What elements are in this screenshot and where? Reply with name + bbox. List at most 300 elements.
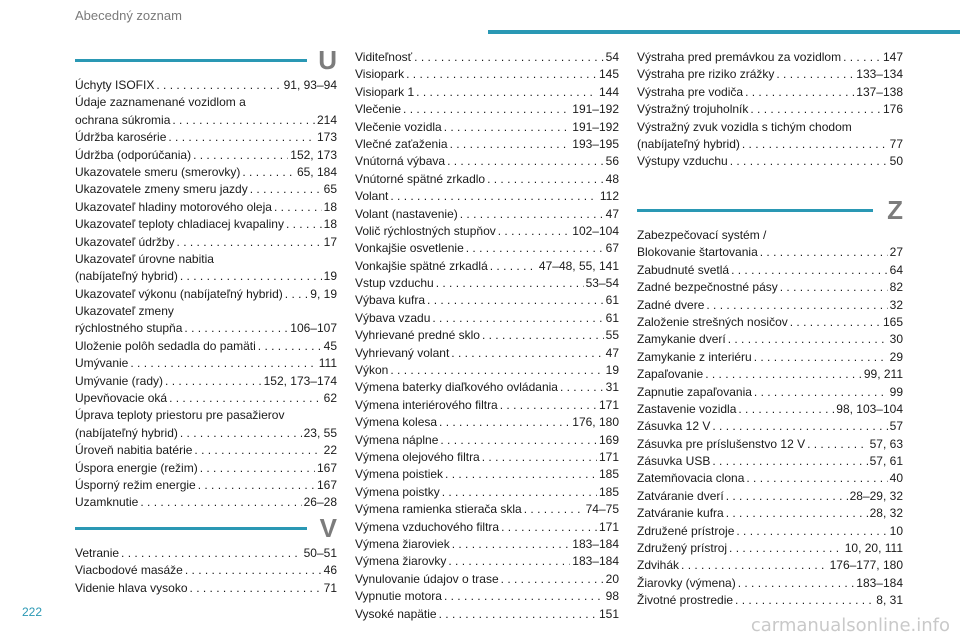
index-entry-term: Umývanie (rady) (75, 373, 164, 388)
index-entry (637, 49, 903, 66)
index-entry (355, 119, 619, 136)
index-entry-pages: 62 (323, 391, 337, 406)
index-entry-term: Vyhrievané predné sklo (355, 328, 480, 343)
dot-leader (726, 488, 848, 505)
index-entry-term: Zapaľovanie (637, 367, 704, 382)
index-entry-pages: 98 (605, 589, 619, 604)
index-entry-pages: 8, 31 (876, 593, 903, 608)
index-entry-pages: 185 (598, 467, 619, 482)
index-entry-term: Visiopark (355, 67, 405, 82)
index-entry-term: Videnie hlava vysoko (75, 580, 188, 595)
dot-leader (440, 432, 597, 449)
dot-leader (184, 320, 288, 337)
index-entry-pages: 183–184 (856, 575, 903, 590)
index-entry-pages: 30 (889, 332, 903, 347)
dot-leader (416, 84, 597, 101)
index-entry (355, 536, 619, 553)
index-entry (75, 580, 337, 597)
index-entry-term: Zastavenie vozidla (637, 401, 737, 416)
index-entry-term: Blokovanie štartovania (637, 245, 758, 260)
index-entry-pages: 193–195 (572, 136, 619, 151)
dot-leader (498, 223, 571, 240)
index-entry-term: (nabíjateľný hybrid) (75, 425, 178, 440)
section-heading (75, 45, 337, 75)
index-entry-term: Vstup vzduchu (355, 276, 434, 291)
dot-leader (286, 216, 322, 233)
index-entry (355, 171, 619, 188)
index-entry (355, 188, 619, 205)
dot-leader (487, 171, 604, 188)
index-entry-pages: 18 (323, 199, 337, 214)
index-entry (75, 460, 337, 477)
dot-leader (444, 119, 571, 136)
index-entry (637, 262, 903, 279)
index-entry (75, 77, 337, 94)
index-entry-term: Výstražný trojuholník (637, 102, 749, 117)
index-entry-term: Výmena poistky (355, 484, 440, 499)
dot-leader (414, 49, 603, 66)
index-entry (637, 470, 903, 487)
index-entry (75, 545, 337, 562)
index-entry (355, 153, 619, 170)
index-entry-term: Vysoké napätie (355, 606, 437, 621)
index-entry (75, 234, 337, 251)
index-entry-term: Ukazovateľ údržby (75, 234, 175, 249)
index-entry-pages: 71 (323, 580, 337, 595)
index-entry-term: Úspora energie (režim) (75, 460, 198, 475)
index-entry (75, 390, 337, 407)
dot-leader (452, 536, 571, 553)
index-entry-pages: 45 (323, 338, 337, 353)
index-entry-term: Upevňovacie oká (75, 391, 168, 406)
index-entry-term: Založenie strešných nosičov (637, 314, 788, 329)
index-entry (637, 436, 903, 453)
index-entry-term: Výmena olejového filtra (355, 449, 480, 464)
index-entry-pages: 74–75 (585, 502, 619, 517)
index-entry-term: Zásuvka 12 V (637, 419, 711, 434)
dot-leader (490, 258, 537, 275)
index-entry (355, 379, 619, 396)
index-entry-pages: 151 (598, 606, 619, 621)
index-entry (637, 366, 903, 383)
index-entry-pages: 152, 173–174 (263, 373, 337, 388)
dot-leader (198, 477, 315, 494)
section-divider (637, 209, 873, 212)
dot-leader (177, 234, 322, 251)
index-entry-pages: 47 (605, 345, 619, 360)
index-entry (355, 414, 619, 431)
index-entry (355, 240, 619, 257)
index-entry (355, 223, 619, 240)
index-entry (637, 153, 903, 170)
index-entry-term: Visiopark 1 (355, 84, 415, 99)
index-entry-term: Vlečenie (355, 102, 402, 117)
index-entry (637, 331, 903, 348)
index-entry-list (637, 227, 903, 610)
index-entry (637, 453, 903, 470)
index-entry-pages: 61 (605, 293, 619, 308)
index-entry-term: Vlečenie vozidla (355, 119, 442, 134)
index-entry-pages: 48 (605, 171, 619, 186)
index-entry-pages: 191–192 (572, 119, 619, 134)
dot-leader (185, 562, 322, 579)
section-heading (637, 195, 903, 225)
dot-leader (482, 327, 604, 344)
index-entry (637, 66, 903, 83)
dot-leader (754, 384, 888, 401)
dot-leader (736, 523, 887, 540)
index-entry-term: Ukazovateľ výkonu (nabíjateľný hybrid) (75, 286, 283, 301)
index-entry-term: Výmena náplne (355, 432, 439, 447)
index-entry-term: Volič rýchlostných stupňov (355, 223, 496, 238)
index-entry-term: Výstupy vzduchu (637, 154, 728, 169)
dot-leader (172, 112, 315, 129)
index-entry-term: Výmena žiaroviek (355, 536, 450, 551)
index-entry-pages: 67 (605, 241, 619, 256)
index-entry-term: Zabudnuté svetlá (637, 262, 730, 277)
index-entry-pages: 171 (598, 449, 619, 464)
index-entry-term: Zásuvka USB (637, 454, 711, 469)
index-entry (637, 592, 903, 609)
dot-leader (482, 449, 597, 466)
index-entry-term: Žiarovky (výmena) (637, 575, 736, 590)
index-entry (355, 501, 619, 518)
dot-leader (712, 418, 887, 435)
index-entry-continuation: Údaje zaznamenané vozidlom a (75, 95, 246, 110)
dot-leader (726, 505, 868, 522)
section-divider (75, 527, 307, 530)
index-entry-pages: 99 (889, 384, 903, 399)
index-entry-term: Výmena poistiek (355, 467, 444, 482)
index-entry (355, 258, 619, 275)
index-entry (355, 101, 619, 118)
index-entry-list (355, 49, 619, 623)
index-entry (355, 206, 619, 223)
index-entry (637, 488, 903, 505)
index-entry-term: Vypnutie motora (355, 589, 442, 604)
index-entry-pages: 183–184 (572, 554, 619, 569)
index-entry-term: Zamykanie z interiéru (637, 349, 752, 364)
dot-leader (742, 136, 888, 153)
index-entry-pages: 167 (316, 460, 337, 475)
index-entry-pages: 169 (598, 432, 619, 447)
dot-leader (403, 101, 570, 118)
index-entry-term: Výstraha pre vodiča (637, 84, 744, 99)
index-entry (355, 49, 619, 66)
dot-leader (501, 571, 604, 588)
index-entry-pages: 191–192 (572, 102, 619, 117)
index-entry-term: Výmena kolesa (355, 415, 438, 430)
index-entry-term: Výmena vzduchového filtra (355, 519, 500, 534)
index-entry-term: (nabíjateľný hybrid) (637, 136, 740, 151)
dot-leader (444, 588, 604, 605)
index-entry-pages: 112 (599, 189, 619, 204)
dot-leader (729, 540, 843, 557)
index-entry-pages: 171 (598, 397, 619, 412)
index-entry (637, 136, 903, 153)
dot-leader (843, 49, 881, 66)
index-entry-pages: 176 (882, 102, 903, 117)
index-entry-term: Volant (nastavenie) (355, 206, 458, 221)
index-entry-pages: 46 (323, 563, 337, 578)
dot-leader (168, 129, 315, 146)
index-entry (355, 519, 619, 536)
index-entry-pages: 32 (889, 297, 903, 312)
index-entry (75, 164, 337, 181)
index-entry-pages: 26–28 (303, 495, 337, 510)
dot-leader (735, 592, 874, 609)
dot-leader (285, 286, 309, 303)
index-entry-term: Výmena interiérového filtra (355, 397, 498, 412)
index-entry (75, 181, 337, 198)
index-entry-term: Zatváranie dverí (637, 488, 724, 503)
dot-leader (447, 153, 604, 170)
index-entry-pages: 176–177, 180 (829, 558, 903, 573)
index-entry-pages: 28, 32 (869, 506, 903, 521)
index-entry-pages: 22 (323, 443, 337, 458)
dot-leader (524, 501, 584, 518)
index-entry-term: Viacbodové masáže (75, 563, 183, 578)
dot-leader (439, 606, 597, 623)
index-entry (637, 540, 903, 557)
dot-leader (760, 244, 888, 261)
index-entry-term: Združené prístroje (637, 523, 735, 538)
index-entry-term: Vynulovanie údajov o trase (355, 571, 499, 586)
index-entry (355, 432, 619, 449)
dot-leader (436, 275, 584, 292)
index-entry-pages: 18 (323, 217, 337, 232)
index-entry-term: Úchyty ISOFIX (75, 78, 155, 92)
index-entry (355, 484, 619, 501)
dot-leader (807, 436, 868, 453)
index-entry-term: Úsporný režim energie (75, 477, 196, 492)
index-entry-term: Zdvihák (637, 558, 680, 573)
index-entry (637, 505, 903, 522)
index-entry-pages: 50–51 (303, 546, 337, 560)
section-divider (75, 59, 307, 62)
index-entry-term: Združený prístroj (637, 541, 728, 556)
index-entry-term: Uloženie polôh sedadla do pamäti (75, 338, 256, 353)
index-entry-pages: 185 (598, 484, 619, 499)
index-entry-pages: 29 (889, 349, 903, 364)
index-entry-term: Vnútorná výbava (355, 154, 446, 169)
dot-leader (738, 575, 855, 592)
dot-leader (442, 484, 597, 501)
dot-leader (439, 414, 570, 431)
index-entry-term: Údržba karosérie (75, 130, 167, 145)
index-entry-term: Výkon (355, 363, 389, 378)
dot-leader (194, 442, 321, 459)
index-entry-pages: 27 (889, 245, 903, 260)
index-entry (75, 112, 337, 129)
index-entry-term: Výmena ramienka stierača skla (355, 502, 522, 517)
index-entry-pages: 165 (882, 314, 903, 329)
index-entry (75, 562, 337, 579)
index-entry-pages: 55 (605, 328, 619, 343)
index-entry-term: Zatváranie kufra (637, 506, 724, 521)
index-entry-term: Výbava kufra (355, 293, 426, 308)
index-entry-pages: 111 (318, 356, 337, 371)
index-entry (75, 355, 337, 372)
index-entry-term: Viditeľnosť (355, 50, 413, 64)
dot-leader (200, 460, 315, 477)
index-entry (637, 84, 903, 101)
dot-leader (466, 240, 604, 257)
dot-leader (121, 545, 302, 562)
page-header-title: Abecedný zoznam (75, 8, 182, 23)
index-entry-pages: 144 (598, 84, 619, 99)
dot-leader (180, 425, 302, 442)
index-entry-term: Ukazovatele zmeny smeru jazdy (75, 182, 248, 197)
dot-leader (560, 379, 604, 396)
index-entry-term: Vlečné zaťaženia (355, 136, 448, 151)
index-entry-pages: 64 (889, 262, 903, 277)
index-entry-pages: 183–184 (572, 536, 619, 551)
dot-leader (427, 292, 604, 309)
index-entry-pages: 17 (323, 234, 337, 249)
index-entry-pages: 9, 19 (310, 286, 337, 301)
dot-leader (728, 331, 888, 348)
dot-leader (746, 470, 887, 487)
index-entry-list (637, 49, 903, 171)
index-entry-pages: 82 (889, 280, 903, 295)
index-entry-list (75, 545, 337, 597)
dot-leader (681, 557, 828, 574)
index-entry-pages: 28–29, 32 (849, 488, 903, 503)
dot-leader (780, 279, 888, 296)
index-entry-term: Volant (355, 189, 389, 204)
index-entry (355, 310, 619, 327)
index-entry-pages: 57 (889, 419, 903, 434)
index-entry-term: Vonkajšie osvetlenie (355, 241, 464, 256)
index-entry-term: Umývanie (75, 356, 129, 371)
index-entry-term: Vyhrievaný volant (355, 345, 450, 360)
dot-leader (750, 101, 881, 118)
dot-leader (390, 188, 597, 205)
index-entry-pages: 106–107 (290, 321, 337, 336)
index-entry-term: Výbava vzadu (355, 310, 431, 325)
dot-leader (250, 181, 322, 198)
index-entry-pages: 147 (882, 50, 903, 64)
index-entry-continuation: Ukazovateľ úrovne nabitia (75, 251, 214, 266)
index-entry (75, 425, 337, 442)
dot-leader (130, 355, 316, 372)
dot-leader (390, 362, 603, 379)
index-entry-pages: 19 (605, 363, 619, 378)
watermark-text: carmanualsonline.info (750, 615, 950, 636)
index-entry-pages: 65, 184 (296, 164, 337, 179)
index-entry-pages: 40 (889, 471, 903, 486)
index-entry (75, 373, 337, 390)
index-entry (355, 275, 619, 292)
index-entry-pages: 65 (323, 182, 337, 197)
index-entry (75, 129, 337, 146)
index-entry (75, 442, 337, 459)
dot-leader (274, 199, 322, 216)
index-entry-pages: 173 (316, 130, 337, 145)
index-entry (637, 575, 903, 592)
dot-leader (242, 164, 295, 181)
index-entry-term: Zásuvka pre príslušenstvo 12 V (637, 436, 806, 451)
index-entry (637, 418, 903, 435)
dot-leader (738, 401, 834, 418)
index-entry-term: Úroveň nabitia batérie (75, 443, 193, 458)
dot-leader (450, 136, 571, 153)
index-entry-term: Údržba (odporúčania) (75, 147, 192, 162)
dot-leader (258, 338, 322, 355)
index-entry-pages: 47 (605, 206, 619, 221)
dot-leader (754, 349, 888, 366)
index-entry-pages: 20 (605, 571, 619, 586)
index-entry-term: Výstraha pre riziko zrážky (637, 67, 775, 82)
index-entry-term: Životné prostredie (637, 593, 734, 608)
index-entry (355, 345, 619, 362)
dot-leader (165, 373, 262, 390)
dot-leader (712, 453, 867, 470)
section-letter: Z (887, 195, 903, 225)
index-entry-pages: 61 (605, 310, 619, 325)
dot-leader (501, 519, 597, 536)
index-entry (75, 494, 337, 511)
dot-leader (190, 580, 322, 597)
dot-leader (776, 66, 854, 83)
index-entry (637, 279, 903, 296)
index-entry-term: Zadné bezpečnostné pásy (637, 280, 778, 295)
index-entry-pages: 176, 180 (572, 415, 619, 430)
index-entry (355, 327, 619, 344)
index-entry-term: Výstraha pred premávkou za vozidlom (637, 50, 842, 64)
index-entry-pages: 19 (323, 269, 337, 284)
index-entry (355, 397, 619, 414)
index-entry (637, 557, 903, 574)
dot-leader (448, 553, 570, 570)
index-entry (355, 292, 619, 309)
index-entry (637, 384, 903, 401)
index-entry-pages: 152, 173 (290, 147, 337, 162)
index-entry (637, 314, 903, 331)
index-entry (355, 136, 619, 153)
index-entry (75, 320, 337, 337)
dot-leader (790, 314, 881, 331)
index-entry-pages: 50 (889, 154, 903, 169)
index-entry-continuation: Zabezpečovací systém / (637, 228, 767, 242)
index-entry-pages: 91, 93–94 (283, 78, 337, 92)
index-entry (75, 199, 337, 216)
index-entry-term: Uzamknutie (75, 495, 139, 510)
dot-leader (156, 77, 281, 94)
index-entry-pages: 54 (605, 50, 619, 64)
index-entry (355, 606, 619, 623)
dot-leader (460, 206, 604, 223)
index-entry (75, 477, 337, 494)
index-entry (355, 362, 619, 379)
index-entry-pages: 10 (889, 523, 903, 538)
index-entry-pages: 145 (598, 67, 619, 82)
section-letter: U (318, 45, 337, 75)
index-entry-pages: 10, 20, 111 (844, 541, 903, 556)
index-entry-pages: 167 (316, 477, 337, 492)
index-entry (75, 268, 337, 285)
index-entry-term: Zamykanie dverí (637, 332, 726, 347)
index-entry (75, 147, 337, 164)
page-number: 222 (22, 605, 43, 619)
index-entry-pages: 56 (605, 154, 619, 169)
index-entry-term: ochrana súkromia (75, 112, 171, 127)
index-entry-pages: 77 (889, 136, 903, 151)
dot-leader (731, 262, 888, 279)
dot-leader (432, 310, 603, 327)
index-entry-pages: 102–104 (572, 223, 619, 238)
